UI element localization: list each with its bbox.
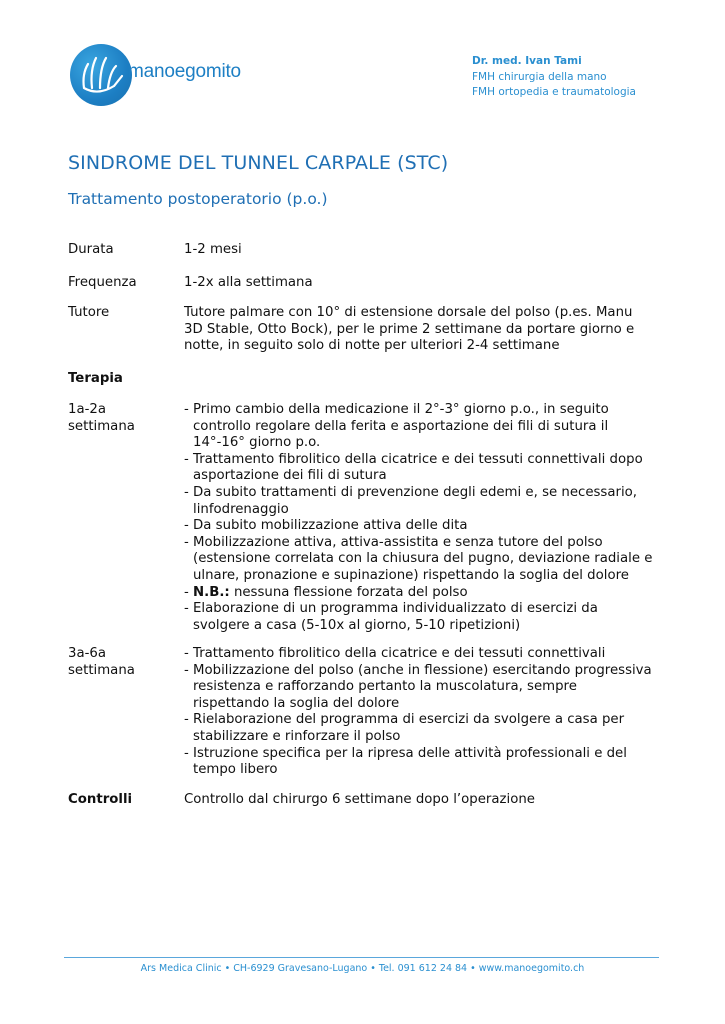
list-item: - Mobilizzazione attiva, attiva-assistita e senza tutore del polso (estensione correlata con la chiusura del pugno, deviazione radiale e ulnare, pronazione e supinazione) rispettando la soglia del dolore [184,534,653,583]
row-value: 1-2 mesi [184,242,242,257]
nb-label: N.B.: [193,584,230,600]
list-item: - Rielaborazione del programma di esercizi da svolgere a casa per stabilizzare e rinforzare il polso [184,712,625,744]
row-value: Controllo dal chirurgo 6 settimane dopo l’operazione [184,792,535,807]
list-item: - Trattamento fibrolitico della cicatrice e dei tessuti connettivali dopo asportazione dei fili di sutura [184,451,643,484]
row-value: 1-2x alla settimana [184,275,313,290]
hand-logo-icon [70,44,132,106]
nb-prefix: - [184,584,194,600]
document-subtitle: Trattamento postoperatorio (p.o.) [68,190,328,208]
list-item: - Istruzione specifica per la ripresa delle attività professionali e del tempo libero [184,745,627,778]
week-label-line1: 1a-2a [68,402,107,417]
week-label-line2: settimana [68,418,135,434]
list-item: - Da subito mobilizzazione attiva delle dita [184,518,468,534]
row-value: Tutore palmare con 10° di estensione dorsale del polso (p.es. Manu 3D Stable, Otto Bock), per le prime 2 settimane da portare giorno e notte, in seguito solo di notte per ulteriori 2-4 settimane [184,305,635,354]
week-label-line2: settimana [68,662,135,678]
terapia-heading: Terapia [68,371,123,386]
row-label: Frequenza [68,275,137,290]
nb-text: nessuna flessione forzata del polso [229,584,468,600]
list-item-nb [184,585,654,602]
doctor-name: Dr. med. Ivan Tami [472,55,582,67]
doctor-info [472,54,636,101]
week3-list [184,646,654,779]
list-item: - Elaborazione di un programma individualizzato di esercizi da svolgere a casa (5-10x al giorno, 5-10 ripetizioni) [184,601,598,633]
row-label [68,402,178,435]
row-label [68,646,178,679]
doctor-specialty-2: FMH ortopedia e traumatologia [472,86,636,98]
row-label: Durata [68,242,114,257]
logo [70,44,250,108]
footer-divider [64,957,659,958]
logo-text: manoegomito [128,61,241,82]
row-label: Tutore [68,305,110,320]
list-item: - Da subito trattamenti di prevenzione degli edemi e, se necessario, linfodrenaggio [184,484,638,517]
row-label: Controlli [68,792,133,807]
list-item: - Trattamento fibrolitico della cicatrice e dei tessuti connettivali [184,646,606,661]
week-label-line1: 3a-6a [68,646,107,661]
document-title: SINDROME DEL TUNNEL CARPALE (STC) [68,152,449,174]
footer: Ars Medica Clinic • CH-6929 Gravesano-Lugano • Tel. 091 612 24 84 • www.manoegomito.ch [140,963,585,974]
week1-list [184,402,654,634]
list-item: - Primo cambio della medicazione il 2°-3° giorno p.o., in seguito controllo regolare della ferita e asportazione dei fili di sutura il 14°-16° giorno p.o. [184,402,609,451]
list-item: - Mobilizzazione del polso (anche in flessione) esercitando progressiva resistenza e rafforzando pertanto la muscolatura, sempre rispettando la soglia del dolore [184,662,652,711]
doctor-specialty-1: FMH chirurgia della mano [472,70,607,83]
